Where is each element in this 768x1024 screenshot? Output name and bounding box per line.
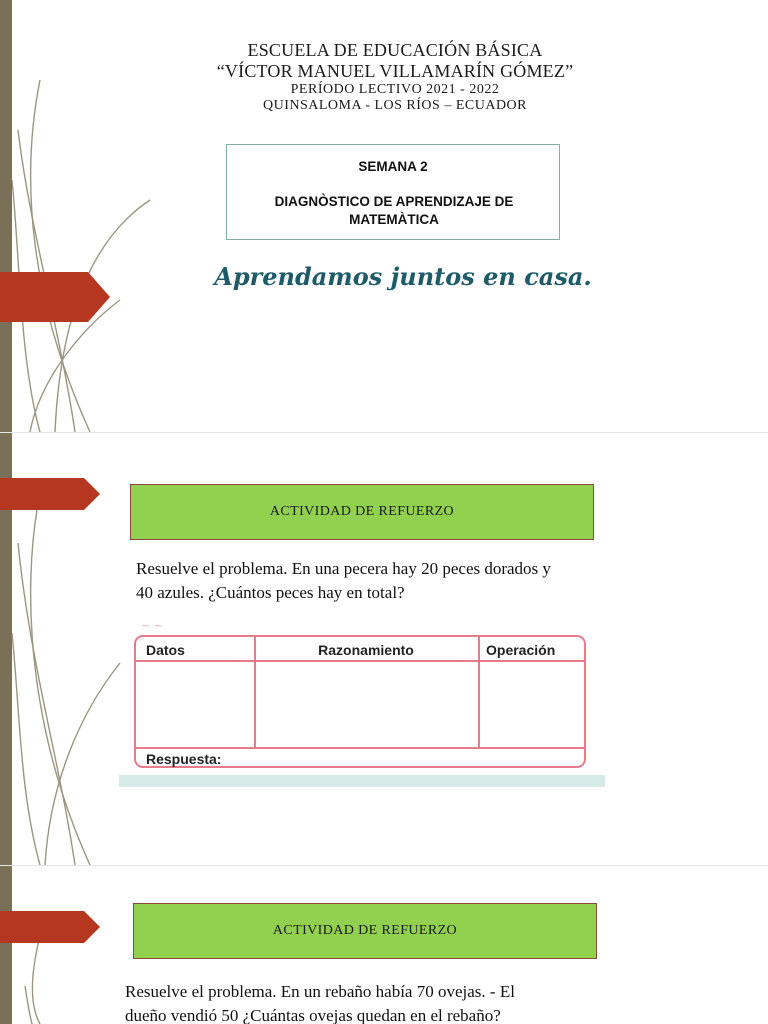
slogan: Aprendamos juntos en casa. — [214, 262, 592, 291]
school-name-quoted: “VÍCTOR MANUEL VILLAMARÍN GÓMEZ” — [216, 61, 574, 81]
column-header-razonamiento: Razonamiento — [318, 642, 414, 658]
slide-2 — [0, 433, 768, 865]
slide-3 — [0, 866, 768, 1024]
problem-line-1: Resuelve el problema. En un rebaño había 70 ovejas. - El — [125, 982, 515, 1001]
subject-line-2: MATEMÀTICA — [349, 212, 439, 227]
answer-divider — [136, 747, 584, 749]
activity-banner: ACTIVIDAD DE REFUERZO — [130, 484, 594, 540]
week-label: SEMANA 2 — [358, 159, 428, 174]
problem-text — [136, 557, 616, 605]
column-header-datos: Datos — [146, 642, 185, 658]
problem-text — [125, 980, 605, 1024]
column-divider-2 — [478, 637, 480, 749]
worksheet-table — [119, 619, 605, 789]
subject-line-1: DIAGNÒSTICO DE APRENDIZAJE DE — [274, 194, 514, 209]
week-box — [226, 144, 560, 240]
arrow-marker — [0, 911, 100, 943]
answer-grid — [134, 635, 586, 768]
problem-line-2: dueño vendió 50 ¿Cuántas ovejas quedan en el rebaño? — [125, 1006, 501, 1024]
arrow-marker — [0, 478, 100, 510]
table-shadow-bar — [119, 775, 605, 787]
column-header-operacion: Operación — [486, 642, 556, 658]
answer-label: Respuesta: — [146, 751, 222, 767]
slide-1 — [0, 0, 768, 432]
school-header — [150, 40, 640, 114]
school-location: QUINSALOMA - LOS RÍOS – ECUADOR — [262, 98, 527, 113]
subject-title — [239, 193, 549, 229]
problem-line-2: 40 azules. ¿Cuántos peces hay en total? — [136, 583, 405, 602]
problem-line-1: Resuelve el problema. En una pecera hay 20 peces dorados y — [136, 559, 551, 578]
school-name: ESCUELA DE EDUCACIÓN BÁSICA — [247, 40, 543, 60]
activity-banner: ACTIVIDAD DE REFUERZO — [133, 903, 597, 959]
arrow-marker — [0, 272, 110, 322]
school-period: PERÍODO LECTIVO 2021 - 2022 — [290, 82, 500, 97]
decorative-vines — [0, 0, 160, 432]
header-divider — [136, 660, 584, 662]
faded-mark: ~ ~ — [141, 619, 163, 632]
